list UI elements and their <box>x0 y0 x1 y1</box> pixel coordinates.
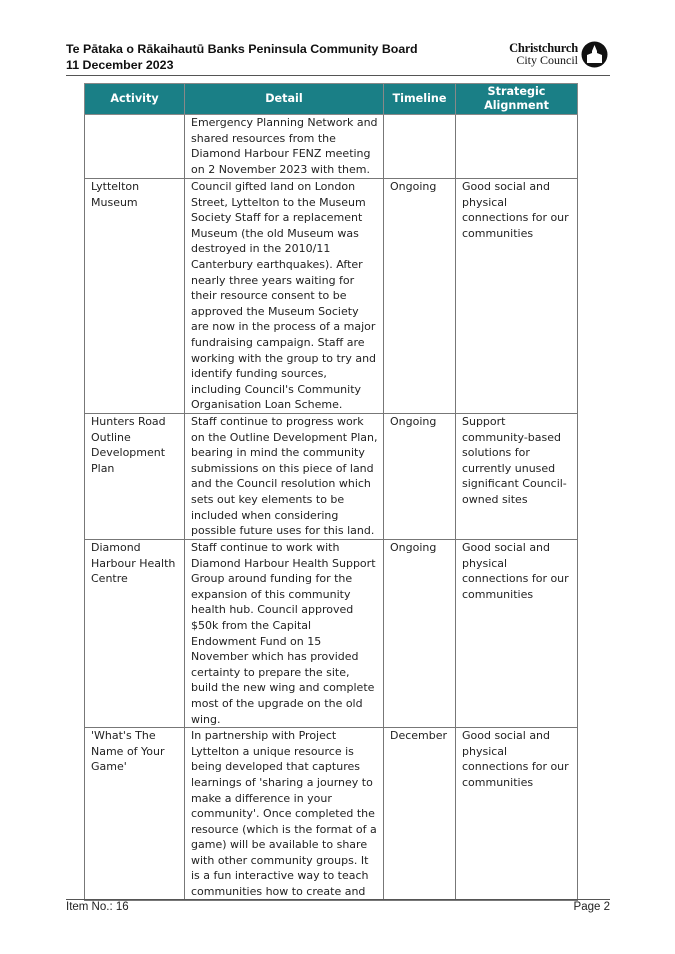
page-number: Page 2 <box>573 901 610 913</box>
column-header-detail: Detail <box>185 84 384 115</box>
column-header-timeline: Timeline <box>384 84 456 115</box>
logo-line-1: Christchurch <box>509 41 578 55</box>
timeline-cell: Ongoing <box>384 179 456 414</box>
table-row <box>85 728 578 901</box>
table-row <box>85 414 578 540</box>
timeline-cell <box>384 115 456 179</box>
activity-cell: Hunters Road Outline Development Plan <box>85 414 185 540</box>
alignment-cell: Good social and physical connections for our communities <box>456 728 578 901</box>
detail-cell: Emergency Planning Network and shared resources from the Diamond Harbour FENZ meeting on 2 November 2023 with them. <box>185 115 384 179</box>
footer-divider <box>66 899 610 900</box>
detail-cell: In partnership with Project Lyttelton a unique resource is being developed that captures learnings of 'sharing a journey to make a difference in your community'. Once completed the resource (which is the format of a game) will be available to share with other community groups. It is a fun interactive way to teach communities how to create and <box>185 728 384 901</box>
cathedral-emblem-icon <box>581 41 608 68</box>
table-row <box>85 115 578 179</box>
item-number: Item No.: 16 <box>66 901 129 913</box>
logo-wordmark <box>509 42 578 66</box>
table-row <box>85 179 578 414</box>
activity-cell: Diamond Harbour Health Centre <box>85 540 185 728</box>
timeline-cell: December <box>384 728 456 901</box>
alignment-cell: Good social and physical connections for our communities <box>456 179 578 414</box>
table-row <box>85 540 578 728</box>
detail-cell: Staff continue to work with Diamond Harbour Health Support Group around funding for the expansion of this community health hub. Council approved $50k from the Capital Endowment Fund on 15 November which has provided certainty to prepare the site, build the new wing and complete most of the upgrade on the old wing. <box>185 540 384 728</box>
logo-line-2: City Council <box>516 53 578 67</box>
activity-cell: Lyttelton Museum <box>85 179 185 414</box>
timeline-cell: Ongoing <box>384 414 456 540</box>
board-name: Te Pātaka o Rākaihautū Banks Peninsula Community Board <box>66 42 418 56</box>
table-header-row <box>85 84 578 115</box>
activity-table <box>84 83 578 901</box>
activity-cell: 'What's The Name of Your Game' <box>85 728 185 901</box>
alignment-cell <box>456 115 578 179</box>
alignment-cell: Support community-based solutions for currently unused significant Council-owned sites <box>456 414 578 540</box>
column-header-strategic-alignment: Strategic Alignment <box>456 84 578 115</box>
timeline-cell: Ongoing <box>384 540 456 728</box>
activity-cell <box>85 115 185 179</box>
column-header-activity: Activity <box>85 84 185 115</box>
detail-cell: Staff continue to progress work on the Outline Development Plan, bearing in mind the community submissions on this piece of land and the Council resolution which sets out key elements to be included when considering possible future uses for this land. <box>185 414 384 540</box>
council-logo <box>498 40 608 72</box>
document-title <box>66 41 486 73</box>
alignment-cell: Good social and physical connections for our communities <box>456 540 578 728</box>
header-divider <box>66 75 610 76</box>
meeting-date: 11 December 2023 <box>66 58 174 72</box>
detail-cell: Council gifted land on London Street, Lyttelton to the Museum Society Staff for a replacement Museum (the old Museum was destroyed in the 2010/11 Canterbury earthquakes). After nearly three years waiting for their resource consent to be approved the Museum Society are now in the process of a major fundraising campaign. Staff are working with the group to try and identify funding sources, including Council's Community Organisation Loan Scheme. <box>185 179 384 414</box>
